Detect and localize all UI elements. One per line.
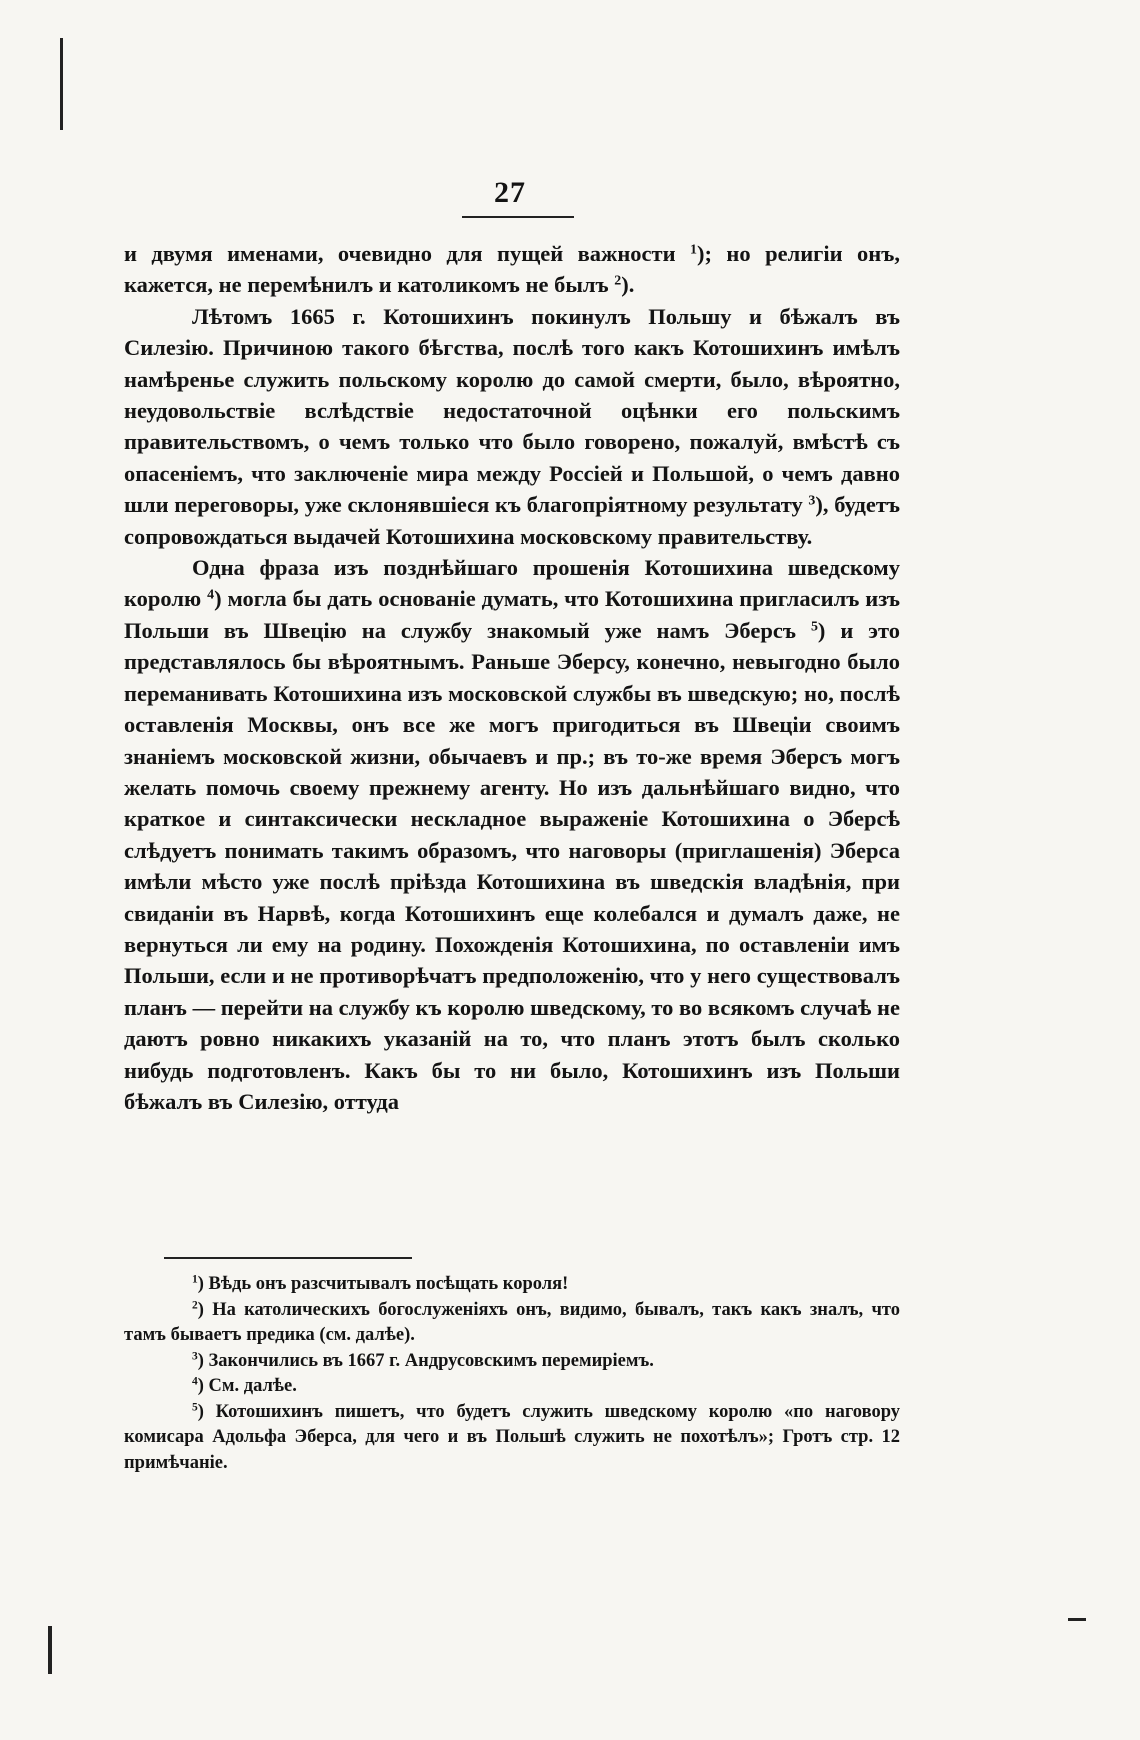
footnote-number: 4 xyxy=(192,1375,198,1388)
footnote-text: ) Котошихинъ пишетъ, что будетъ служить шведскому королю «по наговору комисара Адольфа Эберса, для чего и въ Польшѣ служить не похотѣлъ»; Гротъ стр. 12 примѣчаніе. xyxy=(124,1401,900,1473)
footnote xyxy=(124,1298,900,1349)
page-number: 27 xyxy=(494,176,526,209)
scan-edge-mark xyxy=(60,38,63,130)
footnote xyxy=(124,1374,900,1400)
paragraph-text: Одна фраза изъ позднѣйшаго прошенія Котошихина шведскому королю xyxy=(124,555,900,612)
paragraph-text: Лѣтомъ 1665 г. Котошихинъ покинулъ Польшу и бѣжалъ въ Силезію. Причиною такого бѣгства, послѣ того какъ Котошихинъ имѣлъ намѣренье служить польскому королю до самой смерти, было, вѣроятно, неудовольствіе вслѣдствіе недостаточной оцѣнки его польскимъ правительствомъ, о чемъ только что было говорено, пожалуй, вмѣстѣ съ опасеніемъ, что заключеніе мира между Россіей и Польшой, о чемъ давно шли переговоры, уже склонявшіеся къ благопріятному результату xyxy=(124,303,900,518)
footnote-number: 2 xyxy=(192,1299,198,1312)
footnote-ref: 1 xyxy=(690,242,697,258)
paragraph-text: ). xyxy=(621,272,635,298)
footnote-text: ) Вѣдь онъ разсчитывалъ посѣщать короля! xyxy=(197,1274,569,1294)
paragraph-text: ), будетъ сопровождаться выдачей Котошихина московскому правительству. xyxy=(124,492,900,549)
footnotes xyxy=(124,1272,900,1476)
footnote-ref: 2 xyxy=(614,273,622,289)
page-number-rule xyxy=(462,216,574,218)
footnote-separator xyxy=(164,1257,412,1259)
footnote xyxy=(124,1400,900,1477)
footnote-ref: 3 xyxy=(808,493,816,509)
paragraph-text: ) и это представлялось бы вѣроятнымъ. Раньше Эберсу, конечно, невыгодно было переманивать Котошихина изъ московской службы въ шведскую; но, послѣ оставленія Москвы, онъ все же могъ пригодиться въ Швеціи своимъ знаніемъ московской жизни, обычаевъ и пр.; въ то-же время Эберсъ могъ желать помочь своему прежнему агенту. Но изъ дальнѣйшаго видно, что краткое и синтаксически нескладное выраженіе Котошихина о Эберсѣ слѣдуетъ понимать такимъ образомъ, что наговоры (приглашенія) Эберса имѣли мѣсто уже послѣ пріѣзда Котошихина въ шведскія владѣнія, при свиданіи въ Нарвѣ, когда Котошихинъ еще колебался и думалъ даже, не вернуться ли ему на родину. Похожденія Котошихина, по оставленіи имъ Польши, если и не противорѣчатъ предположенію, что у него существовалъ планъ — перейти на службу къ королю шведскому, то во всякомъ случаѣ не даютъ ровно никакихъ указаній на то, что планъ этотъ былъ сколько нибудь подготовленъ. Какъ бы то ни было, Котошихинъ изъ Польши бѣжалъ въ Силезію, оттуда xyxy=(124,617,900,1114)
footnote-text: ) Закончились въ 1667 г. Андрусовскимъ перемиріемъ. xyxy=(197,1350,654,1371)
paragraph-text: ); но религіи онъ, кажется, не перемѣнилъ и католикомъ не былъ xyxy=(124,241,900,298)
footnote-text: ) См. далѣе. xyxy=(197,1376,297,1396)
footnote xyxy=(124,1272,900,1298)
footnote-ref: 5 xyxy=(810,619,818,635)
scan-edge-mark xyxy=(1068,1618,1086,1621)
footnote-ref: 4 xyxy=(207,587,215,603)
footnote xyxy=(124,1349,900,1375)
paragraph xyxy=(124,301,900,552)
paragraph xyxy=(124,552,900,1117)
footnote-number: 5 xyxy=(192,1401,198,1414)
footnote-number: 1 xyxy=(192,1273,198,1286)
paragraph-text: и двумя именами, очевидно для пущей важности xyxy=(124,241,691,266)
paragraph xyxy=(124,238,900,301)
paragraph-text: ) могла бы дать основаніе думать, что Котошихина пригласилъ изъ Польши въ Швецію на службу знакомый уже намъ Эберсъ xyxy=(124,586,900,643)
footnote-number: 3 xyxy=(192,1350,198,1363)
scan-edge-mark xyxy=(48,1626,52,1674)
body-text xyxy=(124,238,900,1117)
footnote-text: ) На католическихъ богослуженіяхъ онъ, видимо, бывалъ, такъ какъ зналъ, что тамъ бываетъ предика (см. далѣе). xyxy=(124,1299,900,1345)
